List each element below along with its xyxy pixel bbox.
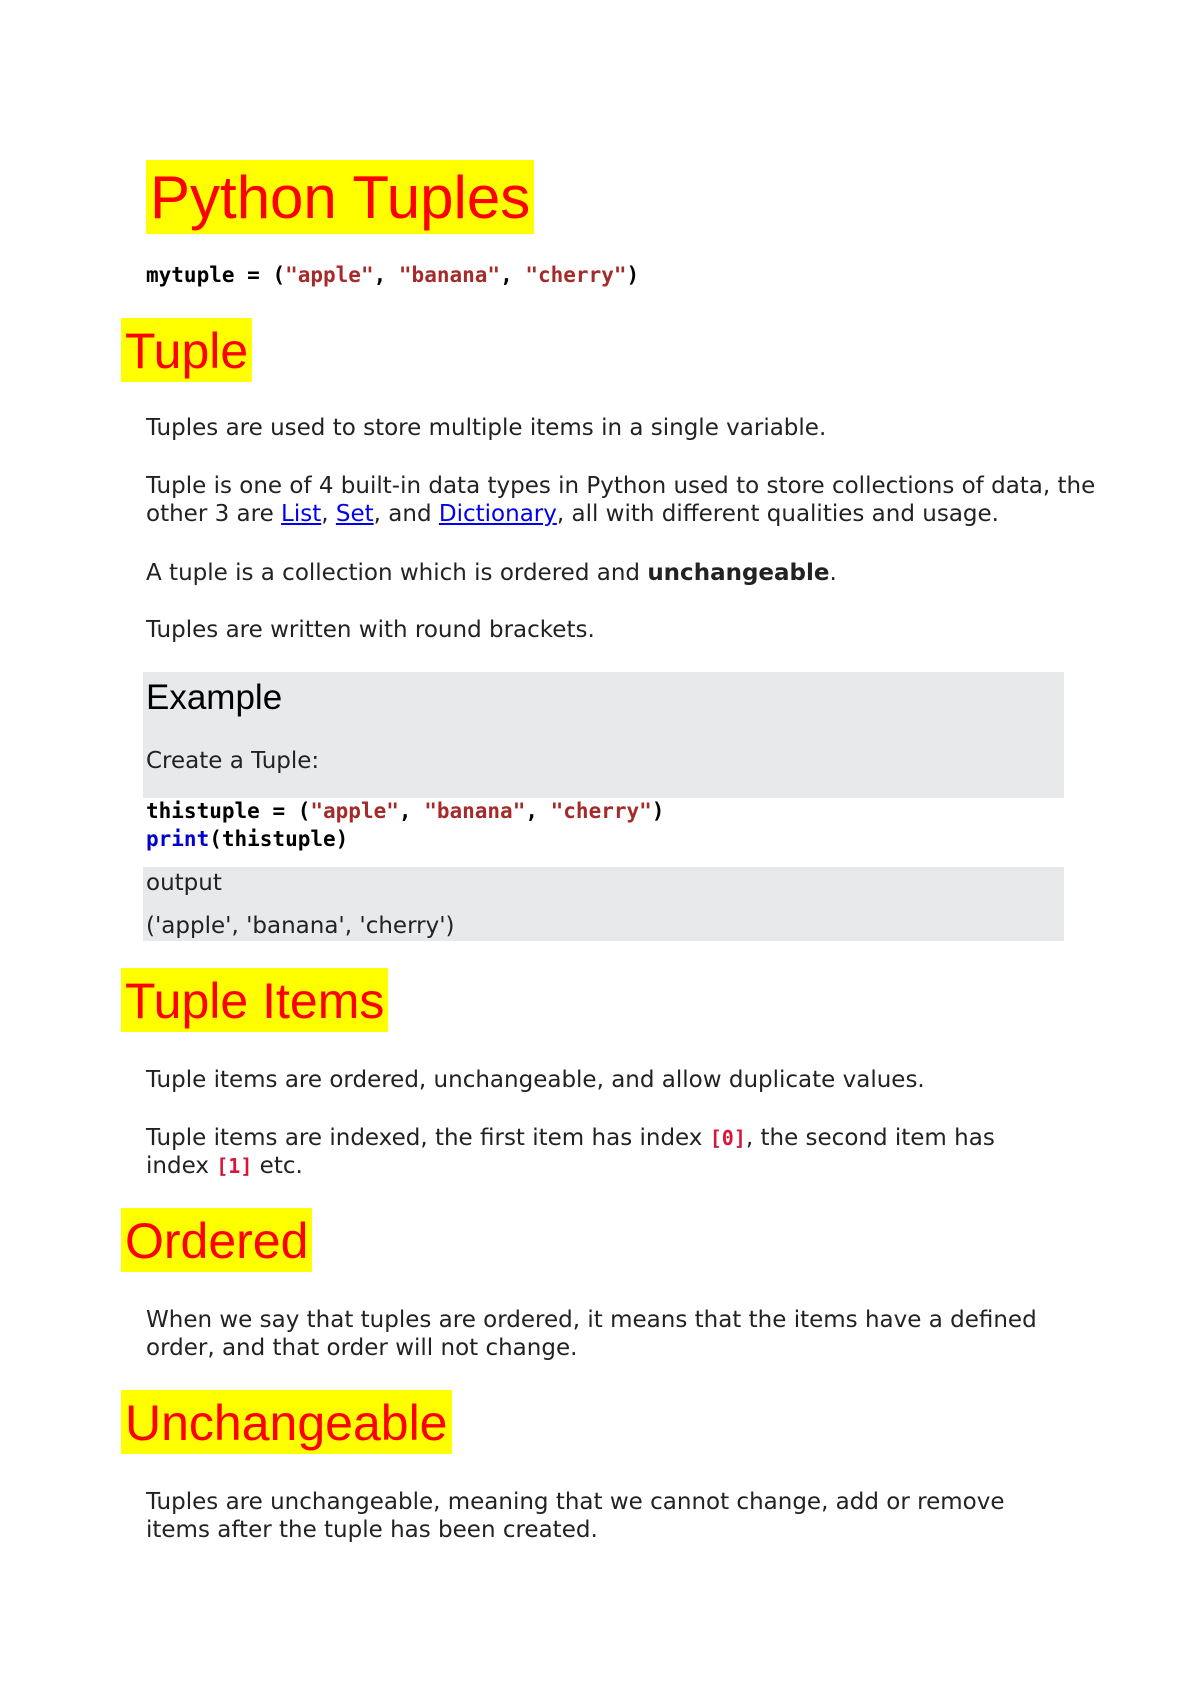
section-heading-tuple: Tuple [121, 318, 252, 382]
section-heading-unchangeable: Unchangeable [121, 1390, 452, 1454]
code-string: "apple" [285, 263, 374, 287]
text: , and [373, 501, 439, 527]
code-sep: , [373, 263, 399, 287]
code-op: = ( [259, 799, 311, 823]
paragraph [146, 1124, 1046, 1180]
page-title: Python Tuples [146, 160, 534, 234]
text: Tuple items are indexed, the first item has index [146, 1125, 710, 1151]
text: Tuple is one of 4 built-in data types in Python used to store collections of data, the other 3 are [146, 473, 1096, 527]
text: , the second item has index [146, 1125, 995, 1179]
intro-code [146, 261, 639, 289]
section-heading-tuple-items: Tuple Items [121, 968, 388, 1032]
paragraph: Tuples are unchangeable, meaning that we cannot change, add or remove items after the tuple has been created. [146, 1489, 1005, 1543]
inline-code: [1] [216, 1154, 253, 1178]
text: . [829, 560, 837, 586]
example-caption: Create a Tuple: [146, 748, 320, 774]
code-keyword: print [146, 827, 210, 851]
inline-code: [0] [709, 1126, 746, 1150]
code-args: (thistuple) [209, 827, 349, 851]
paragraph: Tuples are used to store multiple items in a single variable. [146, 415, 827, 441]
example-code [146, 797, 664, 853]
section-heading-ordered: Ordered [121, 1208, 312, 1272]
output-label: output [146, 870, 222, 896]
paragraph: Tuple items are ordered, unchangeable, and allow duplicate values. [146, 1067, 925, 1093]
code-sep: , [500, 263, 526, 287]
text: etc. [252, 1153, 303, 1179]
paragraph: Tuples are written with round brackets. [146, 617, 595, 643]
paragraph [146, 472, 1096, 528]
code-var: thistuple [146, 799, 260, 823]
code-close: ) [651, 799, 665, 823]
paragraph [146, 559, 1086, 587]
text: , all with different qualities and usage. [556, 501, 999, 527]
example-heading: Example [146, 678, 283, 717]
code-op: = ( [234, 263, 286, 287]
link-dictionary[interactable]: Dictionary [438, 501, 557, 527]
code-sep: , [398, 799, 425, 823]
code-string: "banana" [424, 799, 526, 823]
link-list[interactable]: List [281, 501, 322, 527]
code-var: mytuple [146, 263, 235, 287]
link-set[interactable]: Set [335, 501, 374, 527]
code-string: "cherry" [550, 799, 652, 823]
code-sep: , [525, 799, 551, 823]
code-close: ) [626, 263, 640, 287]
code-string: "cherry" [525, 263, 627, 287]
code-string: "banana" [398, 263, 501, 287]
text: A tuple is a collection which is ordered and [146, 560, 648, 586]
output-value: ('apple', 'banana', 'cherry') [146, 913, 455, 939]
text: , [321, 501, 336, 527]
paragraph: When we say that tuples are ordered, it means that the items have a defined order, and that order will not change. [146, 1307, 1037, 1361]
bold-text: unchangeable [647, 560, 830, 586]
code-string: "apple" [310, 799, 399, 823]
